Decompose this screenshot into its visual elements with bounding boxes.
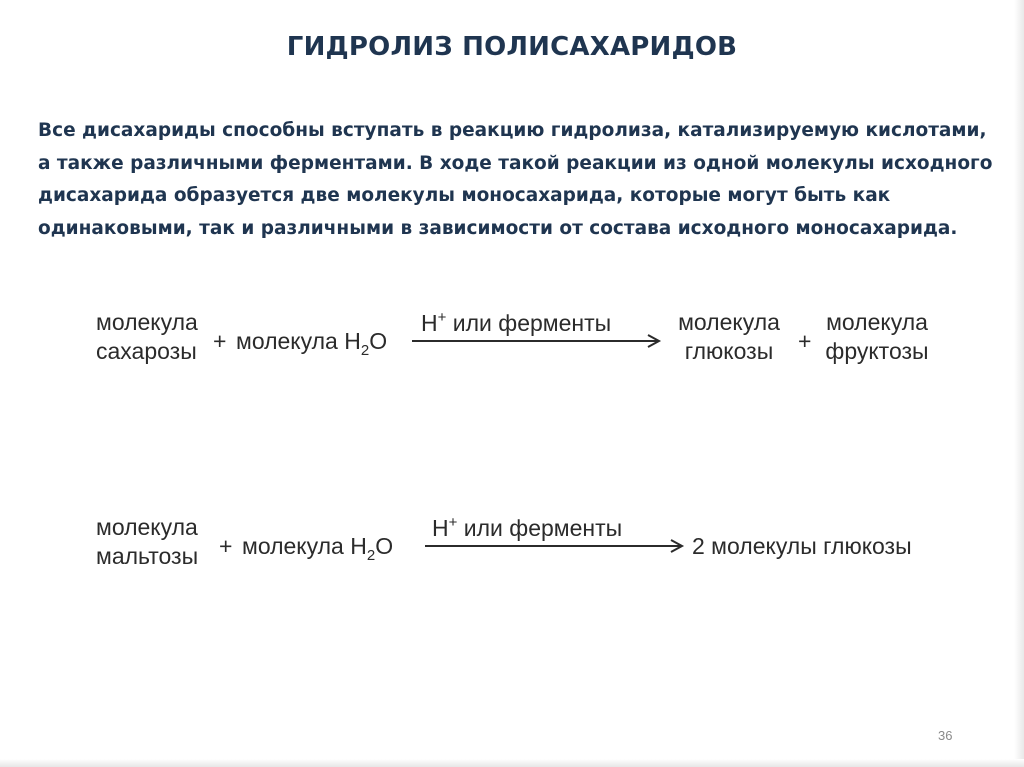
reactant-sucrose-line2: сахарозы <box>96 338 197 364</box>
product-fructose-line1: молекула <box>826 309 928 335</box>
reactant-maltose-line1: молекула <box>96 514 198 540</box>
reactant-water <box>236 327 388 359</box>
reactant-sucrose <box>96 308 198 366</box>
product-glucose-x2: 2 молекулы глюкозы <box>692 533 912 559</box>
reactant-water-text: молекула H <box>236 328 361 354</box>
equation-sucrose <box>0 305 1024 385</box>
product-glucose <box>670 308 788 366</box>
intro-paragraph: Все дисахариды способны вступать в реакцию гидролиза, катализируемую кислотами, а также различными ферментами. В ходе такой реакции из одной молекулы исходного дисахарида образуется две молекулы моносахарида, которые могут быть как одинаковыми, так и различными в зависимости от состава исходного моносахарида. <box>38 120 993 239</box>
reactant-water-text: молекула H <box>242 533 367 559</box>
catalyst-h: H <box>421 310 438 336</box>
catalyst-text: или ферменты <box>457 515 623 541</box>
reactant-water <box>242 532 394 564</box>
catalyst-h: H <box>432 515 449 541</box>
catalyst-text: или ферменты <box>446 310 612 336</box>
plus-sign-products: + <box>798 328 812 354</box>
reactant-water-tail: O <box>369 328 388 354</box>
water-subscript: 2 <box>366 547 376 564</box>
reaction-arrow-icon <box>425 539 687 553</box>
reactant-maltose <box>96 513 198 571</box>
slide-edge-shadow-bottom <box>0 759 1024 767</box>
reactant-sucrose-line1: молекула <box>96 309 198 335</box>
product-glucose-line1: молекула <box>678 309 780 335</box>
slide-title: ГИДРОЛИЗ ПОЛИСАХАРИДОВ <box>286 32 738 62</box>
product-glucose-line2: глюкозы <box>684 338 774 364</box>
page-number: 36 <box>938 728 953 743</box>
water-subscript: 2 <box>360 342 370 359</box>
reactant-water-tail: O <box>375 533 394 559</box>
plus-sign: + <box>219 533 233 559</box>
equation-maltose <box>0 510 1024 590</box>
plus-sign: + <box>213 328 227 354</box>
reaction-arrow-icon <box>412 334 664 348</box>
product-fructose <box>818 308 936 366</box>
product-fructose-line2: фруктозы <box>825 338 929 364</box>
catalyst-superscript: + <box>448 514 458 531</box>
catalyst-superscript: + <box>437 309 447 326</box>
reactant-maltose-line2: мальтозы <box>96 543 199 569</box>
